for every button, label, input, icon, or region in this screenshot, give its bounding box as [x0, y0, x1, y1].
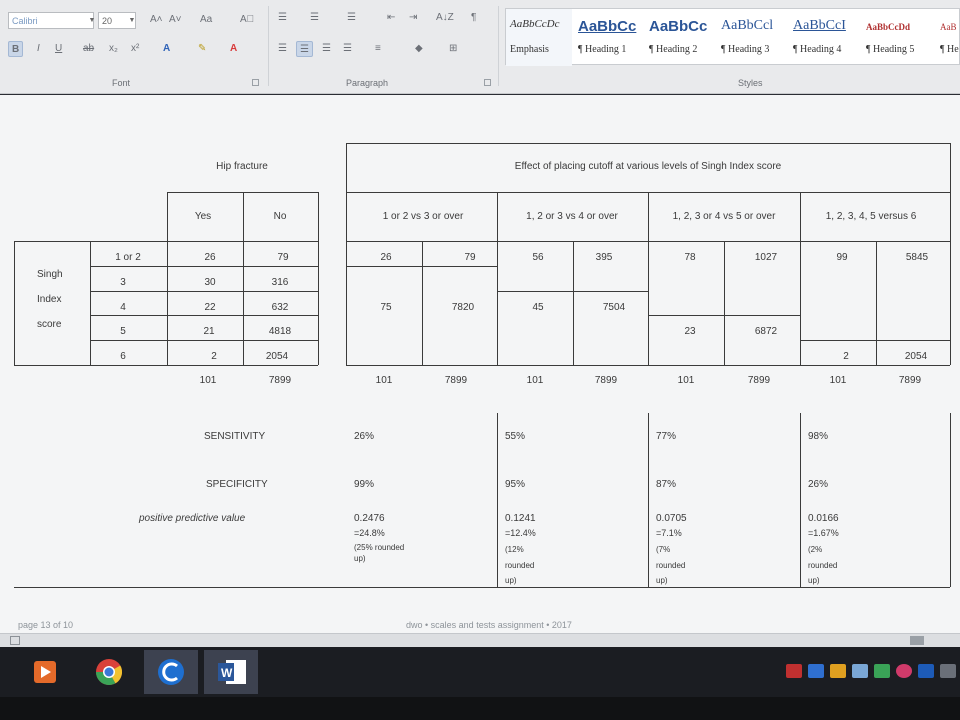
ppv-raw: 0.2476 — [354, 513, 385, 524]
style-name: ¶ Heading 1 — [578, 44, 627, 55]
multilevel-list-button[interactable]: ☰ — [347, 12, 356, 23]
score-value: 6 — [120, 351, 126, 362]
table-rule — [90, 241, 91, 365]
ppv-raw: 0.1241 — [505, 513, 536, 524]
table-rule — [497, 192, 498, 365]
cutoff-cell: 7504 — [602, 302, 626, 313]
table-rule — [318, 192, 319, 365]
font-color-button[interactable]: A — [230, 43, 238, 54]
ppv-note: up) — [354, 554, 366, 563]
table-rule — [90, 315, 318, 316]
table-rule — [90, 266, 318, 267]
italic-button[interactable]: I — [37, 43, 40, 54]
cutoff-cell: 78 — [684, 252, 696, 263]
sensitivity-value: 77% — [656, 431, 677, 442]
sensitivity-value: 98% — [808, 431, 829, 442]
specificity-value: 26% — [808, 479, 829, 490]
style-preview: AaBbCcDc — [510, 18, 560, 30]
cutoff-cell: 26 — [380, 252, 392, 263]
total-yes: 101 — [375, 375, 393, 386]
style-heading-4[interactable] — [789, 9, 859, 66]
table-rule — [573, 241, 574, 365]
cutoff-cell: 7820 — [451, 302, 475, 313]
score-label: score — [37, 319, 62, 330]
ppv-note: (25% rounded — [354, 543, 405, 552]
volume-tray-icon[interactable] — [940, 664, 956, 678]
opera-tray-icon[interactable] — [896, 664, 912, 678]
ppv-percent: =7.1% — [656, 528, 682, 538]
style-preview: AaBbCc — [649, 18, 708, 35]
no-header: No — [273, 211, 287, 222]
strikethrough-button[interactable]: ab — [83, 43, 95, 54]
font-group-label: Font — [112, 78, 131, 88]
score-value: 4 — [120, 302, 126, 313]
app-tray-icon[interactable] — [874, 664, 890, 678]
status-bar — [0, 633, 960, 647]
justify-button[interactable]: ☰ — [343, 43, 352, 54]
svg-text:W: W — [221, 666, 233, 680]
style-name: ¶ Heading 5 — [866, 44, 915, 55]
score-value: 5 — [120, 326, 126, 337]
style-heading-3[interactable] — [717, 9, 787, 66]
cutoff-cell: 79 — [464, 252, 476, 263]
font-name-dropdown-icon[interactable]: ▼ — [88, 17, 96, 24]
sensitivity-label: SENSITIVITY — [204, 431, 266, 442]
style-preview: AaBbCcDd — [866, 22, 911, 32]
specificity-value: 87% — [656, 479, 677, 490]
paragraph-group-label: Paragraph — [346, 78, 389, 88]
table-rule — [800, 413, 801, 587]
cutoff-header-1: 1 or 2 vs 3 or over — [382, 211, 464, 222]
ppv-note: up) — [505, 576, 517, 585]
chrome-icon[interactable] — [82, 650, 136, 694]
table-rule — [90, 291, 318, 292]
ppv-note: up) — [808, 576, 820, 585]
yes-count: 22 — [204, 302, 216, 313]
page-footer-number: page 13 of 10 — [18, 620, 74, 630]
highlight-button[interactable]: ✎ — [198, 43, 207, 54]
cutoff-cell: 1027 — [754, 252, 778, 263]
style-name: ¶ Heading 4 — [793, 44, 842, 55]
table-rule — [648, 192, 649, 365]
sensitivity-value: 26% — [354, 431, 375, 442]
ccleaner-icon[interactable] — [144, 650, 198, 694]
table-rule — [14, 365, 318, 366]
page-footer-text: dwo • scales and tests assignment • 2017 — [406, 620, 572, 630]
table-rule — [14, 241, 15, 365]
style-name: Emphasis — [510, 44, 549, 55]
table-rule — [497, 413, 498, 587]
font-dialog-launcher-icon[interactable] — [252, 79, 259, 86]
total-yes: 101 — [677, 375, 695, 386]
table-rule — [422, 241, 423, 365]
ppv-raw: 0.0705 — [656, 513, 687, 524]
yes-header: Yes — [194, 211, 212, 222]
total-yes: 101 — [526, 375, 544, 386]
style-preview: AaB — [940, 22, 957, 32]
singh-label: Singh — [37, 269, 63, 280]
sensitivity-value: 55% — [505, 431, 526, 442]
ppv-percent: =12.4% — [505, 528, 536, 538]
table-rule — [346, 143, 347, 365]
hip-fracture-heading: Hip fracture — [216, 161, 268, 172]
styles-gallery — [505, 8, 960, 65]
cutoff-cell: 75 — [380, 302, 392, 313]
cutoff-cell: 6872 — [754, 326, 778, 337]
cutoff-cell: 2054 — [904, 351, 928, 362]
acrobat-tray-icon[interactable] — [786, 664, 802, 678]
view-mode-icon[interactable] — [910, 636, 924, 645]
yes-count: 21 — [203, 326, 215, 337]
total-yes: 101 — [199, 375, 217, 386]
table-rule — [497, 291, 648, 292]
style-name: ¶ Heading 2 — [649, 44, 698, 55]
score-value: 3 — [120, 277, 126, 288]
proofing-icon[interactable] — [10, 636, 20, 645]
table-rule — [14, 241, 318, 242]
table-rule — [648, 413, 649, 587]
ppv-note: rounded — [656, 561, 686, 570]
borders-button[interactable]: ⊞ — [449, 43, 458, 54]
cutoff-cell: 56 — [532, 252, 544, 263]
no-count: 79 — [277, 252, 289, 263]
ppv-label: positive predictive value — [139, 513, 246, 524]
styles-group-label: Styles — [738, 78, 763, 88]
style-heading-1[interactable] — [574, 9, 643, 66]
taskbar — [0, 647, 960, 697]
line-spacing-button[interactable]: ≡ — [375, 43, 381, 54]
table-rule — [346, 266, 497, 267]
sort-button[interactable]: A↓Z — [436, 12, 454, 23]
yes-count: 2 — [211, 351, 217, 362]
cutoff-header-3: 1, 2, 3 or 4 vs 5 or over — [672, 211, 776, 222]
cloud-tray-icon[interactable] — [830, 664, 846, 678]
shading-button[interactable]: ◆ — [415, 43, 423, 54]
cutoff-cell: 2 — [843, 351, 849, 362]
table-rule — [800, 340, 950, 341]
total-no: 7899 — [268, 375, 292, 386]
table-rule — [648, 315, 800, 316]
show-formatting-button[interactable]: ¶ — [471, 12, 477, 23]
specificity-value: 95% — [505, 479, 526, 490]
shrink-font-button[interactable]: A˅ — [169, 14, 182, 25]
total-yes: 101 — [829, 375, 847, 386]
style-preview: AaBbCcl — [721, 18, 774, 33]
font-size-dropdown-icon[interactable]: ▼ — [128, 17, 136, 24]
total-no: 7899 — [594, 375, 618, 386]
font-size-box[interactable]: 20 — [98, 12, 136, 29]
document-page — [0, 95, 960, 633]
clear-formatting-button[interactable]: A⃥ — [240, 14, 255, 25]
table-rule — [950, 143, 951, 365]
cutoff-header-4: 1, 2, 3, 4, 5 versus 6 — [825, 211, 917, 222]
grow-font-button[interactable]: A˄ — [150, 14, 163, 25]
style-heading-6[interactable] — [936, 9, 960, 66]
bluetooth-tray-icon[interactable] — [918, 664, 934, 678]
table-rule — [876, 241, 877, 365]
style-name: ¶ He — [940, 44, 959, 55]
ppv-note: rounded — [808, 561, 838, 570]
no-count: 316 — [271, 277, 289, 288]
index-label: Index — [37, 294, 62, 305]
table-rule — [950, 413, 951, 587]
cutoff-cell: 5845 — [905, 252, 929, 263]
paragraph-dialog-launcher-icon[interactable] — [484, 79, 491, 86]
specificity-label: SPECIFICITY — [206, 479, 268, 490]
decrease-indent-button[interactable]: ⇤ — [387, 12, 396, 23]
table-rule — [346, 143, 950, 144]
media-player-icon[interactable] — [18, 650, 72, 694]
ppv-raw: 0.0166 — [808, 513, 839, 524]
style-preview: AaBbCc — [578, 18, 637, 35]
change-case-button[interactable]: Aa — [200, 14, 213, 25]
numbering-button[interactable]: ☰ — [310, 12, 319, 23]
ppv-note: (12% — [505, 545, 524, 554]
ribbon — [0, 0, 960, 94]
ribbon-divider — [498, 6, 499, 86]
superscript-button[interactable]: x² — [131, 43, 140, 54]
no-count: 632 — [271, 302, 289, 313]
ppv-percent: =1.67% — [808, 528, 839, 538]
yes-count: 26 — [204, 252, 216, 263]
style-preview: AaBbCcI — [793, 18, 846, 33]
subscript-button[interactable]: x₂ — [109, 43, 118, 54]
network-tray-icon[interactable] — [852, 664, 868, 678]
total-no: 7899 — [747, 375, 771, 386]
style-name: ¶ Heading 3 — [721, 44, 770, 55]
style-heading-2[interactable] — [645, 9, 715, 66]
word-icon[interactable] — [204, 650, 258, 694]
score-value: 1 or 2 — [115, 252, 141, 263]
ppv-note: up) — [656, 576, 668, 585]
bullets-button[interactable]: ☰ — [278, 12, 287, 23]
style-emphasis[interactable] — [506, 9, 572, 66]
text-effects-button[interactable]: A — [163, 43, 171, 54]
ppv-note: (7% — [656, 545, 671, 554]
no-count: 2054 — [265, 351, 289, 362]
cutoff-header-2: 1, 2 or 3 vs 4 or over — [526, 211, 618, 222]
ppv-note: (2% — [808, 545, 823, 554]
specificity-value: 99% — [354, 479, 375, 490]
style-heading-5[interactable] — [862, 9, 934, 66]
align-left-button[interactable]: ☰ — [278, 43, 287, 54]
center-button[interactable]: ☰ — [296, 41, 313, 57]
align-right-button[interactable]: ☰ — [322, 43, 331, 54]
increase-indent-button[interactable]: ⇥ — [409, 12, 418, 23]
table-rule — [724, 241, 725, 365]
ppv-percent: =24.8% — [354, 528, 385, 538]
yes-count: 30 — [204, 277, 216, 288]
effect-heading: Effect of placing cutoff at various levels of Singh Index score — [514, 161, 782, 172]
cutoff-cell: 23 — [684, 326, 696, 337]
bold-button[interactable]: B — [8, 41, 23, 57]
table-rule — [346, 365, 950, 366]
monitor-bezel — [0, 697, 960, 720]
cutoff-cell: 395 — [595, 252, 613, 263]
font-name-box[interactable]: Calibri — [8, 12, 94, 29]
ppv-note: rounded — [505, 561, 535, 570]
underline-button[interactable]: U — [55, 43, 63, 54]
cutoff-cell: 99 — [836, 252, 848, 263]
table-rule — [90, 340, 318, 341]
table-rule — [14, 587, 950, 588]
total-no: 7899 — [444, 375, 468, 386]
cutoff-cell: 45 — [532, 302, 544, 313]
no-count: 4818 — [268, 326, 292, 337]
total-no: 7899 — [898, 375, 922, 386]
ribbon-divider — [268, 6, 269, 86]
shield-tray-icon[interactable] — [808, 664, 824, 678]
